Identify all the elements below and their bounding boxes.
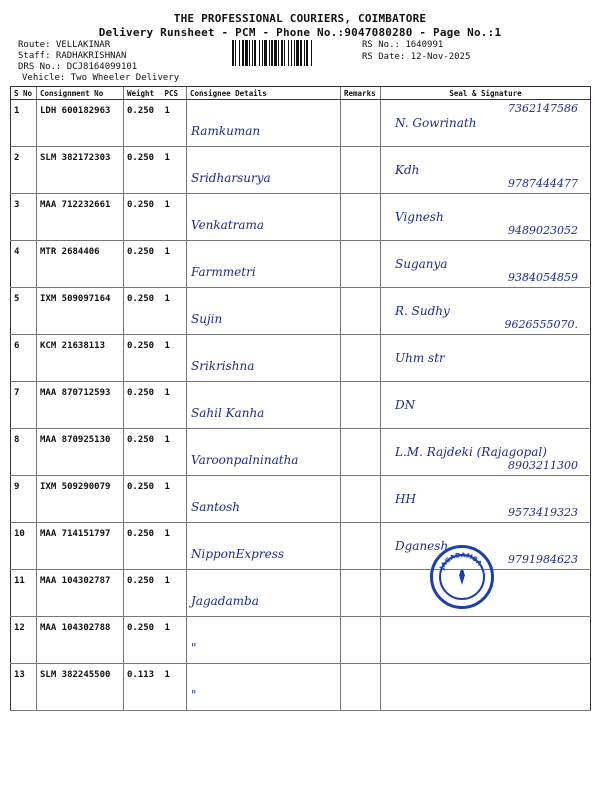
phone-handwriting: 9489023052 — [508, 224, 578, 237]
consignee-handwriting: Ramkuman — [191, 124, 261, 138]
cell-consignee — [187, 382, 341, 429]
signature-handwriting: N. Gowrinath — [395, 116, 477, 130]
cell-consignment-no: SLM 382172303 — [37, 147, 124, 194]
cell-consignment-no: MTR 2684406 — [37, 241, 124, 288]
cell-remarks — [341, 194, 381, 241]
cell-pcs: 1 — [162, 429, 187, 476]
cell-signature — [381, 100, 591, 147]
cell-pcs: 1 — [162, 476, 187, 523]
cell-sno: 11 — [11, 570, 37, 617]
cell-signature — [381, 241, 591, 288]
cell-pcs: 1 — [162, 523, 187, 570]
cell-consignee — [187, 147, 341, 194]
cell-consignee — [187, 429, 341, 476]
cell-remarks — [341, 100, 381, 147]
phone-handwriting: 7362147586 — [508, 102, 578, 115]
cell-consignment-no: MAA 714151797 — [37, 523, 124, 570]
cell-consignee — [187, 288, 341, 335]
cell-pcs: 1 — [162, 664, 187, 711]
col-consignee-header: Consignee Details — [187, 87, 341, 100]
staff-label: Staff: RADHAKRISHNAN — [18, 51, 127, 61]
cell-consignment-no: MAA 712232661 — [37, 194, 124, 241]
cell-consignee — [187, 100, 341, 147]
table-row — [11, 382, 591, 429]
cell-pcs: 1 — [162, 241, 187, 288]
cell-remarks — [341, 335, 381, 382]
phone-handwriting: 9626555070. — [504, 318, 578, 331]
barcode — [232, 40, 356, 66]
cell-weight: 0.250 — [124, 523, 162, 570]
cell-weight: 0.250 — [124, 100, 162, 147]
phone-handwriting: 8903211300 — [508, 459, 578, 472]
consignee-handwriting: " — [191, 641, 197, 655]
cell-sno: 5 — [11, 288, 37, 335]
cell-remarks — [341, 288, 381, 335]
cell-signature — [381, 335, 591, 382]
cell-consignment-no: MAA 104302787 — [37, 570, 124, 617]
table-row — [11, 617, 591, 664]
rs-no-label: RS No.: 1640991 — [362, 40, 444, 50]
cell-weight: 0.250 — [124, 382, 162, 429]
signature-handwriting: Dganesh — [395, 539, 449, 553]
cell-pcs: 1 — [162, 335, 187, 382]
cell-remarks — [341, 476, 381, 523]
consignee-handwriting: Santosh — [191, 500, 241, 514]
phone-handwriting: 9787444477 — [508, 177, 578, 190]
signature-handwriting: Uhm str — [395, 351, 445, 365]
cell-consignment-no: LDH 600182963 — [37, 100, 124, 147]
cell-consignee — [187, 664, 341, 711]
cell-sno: 8 — [11, 429, 37, 476]
cell-signature — [381, 194, 591, 241]
cell-remarks — [341, 570, 381, 617]
table-row — [11, 664, 591, 711]
cell-consignee — [187, 335, 341, 382]
stamp-ring-icon — [433, 548, 491, 606]
cell-weight: 0.250 — [124, 429, 162, 476]
table-row — [11, 241, 591, 288]
signature-handwriting: R. Sudhy — [395, 304, 450, 318]
cell-sno: 12 — [11, 617, 37, 664]
stamp-text: JAGADAMBA — [438, 551, 483, 571]
cell-consignment-no: IXM 509097164 — [37, 288, 124, 335]
consignee-handwriting: Jagadamba — [191, 594, 259, 608]
consignee-handwriting: NipponExpress — [191, 547, 285, 561]
cell-sno: 2 — [11, 147, 37, 194]
signature-handwriting: HH — [395, 492, 416, 506]
cell-sno: 9 — [11, 476, 37, 523]
runsheet-table — [10, 86, 591, 711]
table-row — [11, 100, 591, 147]
cell-consignee — [187, 617, 341, 664]
cell-pcs: 1 — [162, 194, 187, 241]
col-weight-header: Weight — [124, 87, 162, 100]
phone-handwriting: 9384054859 — [508, 271, 578, 284]
signature-handwriting: DN — [395, 398, 416, 412]
drs-label: DRS No.: DCJ8164099101 — [18, 62, 138, 72]
table-row — [11, 570, 591, 617]
cell-consignee — [187, 241, 341, 288]
consignee-handwriting: Sujin — [191, 312, 223, 326]
table-row — [11, 429, 591, 476]
runsheet-subtitle: Delivery Runsheet - PCM - Phone No.:9047080280 - Page No.:1 — [98, 26, 502, 39]
col-sno-header: S No — [11, 87, 37, 100]
route-label: Route: VELLAKINAR — [18, 40, 111, 50]
cell-consignment-no: KCM 21638113 — [37, 335, 124, 382]
phone-handwriting: 9791984623 — [508, 553, 578, 566]
phone-handwriting: 9573419323 — [508, 506, 578, 519]
cell-signature — [381, 664, 591, 711]
cell-weight: 0.113 — [124, 664, 162, 711]
table-row — [11, 147, 591, 194]
cell-remarks — [341, 664, 381, 711]
jagadamba-stamp — [430, 545, 494, 609]
consignee-handwriting: Farmmetri — [191, 265, 256, 279]
consignee-handwriting: Sridharsurya — [191, 171, 271, 185]
signature-handwriting: Kdh — [395, 163, 420, 177]
cell-weight: 0.250 — [124, 241, 162, 288]
table-header-row — [11, 87, 591, 100]
cell-weight: 0.250 — [124, 288, 162, 335]
cell-sno: 1 — [11, 100, 37, 147]
table-row — [11, 523, 591, 570]
cell-consignment-no: IXM 509290079 — [37, 476, 124, 523]
cell-weight: 0.250 — [124, 194, 162, 241]
consignee-handwriting: Srikrishna — [191, 359, 255, 373]
cell-remarks — [341, 429, 381, 476]
cell-consignee — [187, 194, 341, 241]
cell-sno: 4 — [11, 241, 37, 288]
cell-remarks — [341, 241, 381, 288]
cell-signature — [381, 147, 591, 194]
cell-remarks — [341, 147, 381, 194]
signature-handwriting: Vignesh — [395, 210, 444, 224]
cell-remarks — [341, 523, 381, 570]
cell-sno: 7 — [11, 382, 37, 429]
cell-sno: 3 — [11, 194, 37, 241]
cell-consignee — [187, 523, 341, 570]
consignee-handwriting: Varoonpalninatha — [191, 453, 299, 467]
cell-weight: 0.250 — [124, 335, 162, 382]
cell-pcs: 1 — [162, 617, 187, 664]
cell-consignment-no: MAA 870925130 — [37, 429, 124, 476]
cell-sno: 13 — [11, 664, 37, 711]
signature-handwriting: Suganya — [395, 257, 448, 271]
col-consignment-header: Consignment No — [37, 87, 124, 100]
rs-date-label: RS Date: 12-Nov-2025 — [362, 52, 471, 62]
cell-remarks — [341, 617, 381, 664]
table-row — [11, 194, 591, 241]
table-row — [11, 476, 591, 523]
consignee-handwriting: " — [191, 688, 197, 702]
table-row — [11, 335, 591, 382]
cell-consignment-no: MAA 104302788 — [37, 617, 124, 664]
cell-signature — [381, 617, 591, 664]
consignee-handwriting: Sahil Kanha — [191, 406, 265, 420]
cell-pcs: 1 — [162, 382, 187, 429]
cell-pcs: 1 — [162, 100, 187, 147]
signature-handwriting: L.M. Rajdeki (Rajagopal) — [395, 445, 547, 459]
col-remarks-header: Remarks — [341, 87, 381, 100]
cell-signature — [381, 288, 591, 335]
svg-text:JAGADAMBA — [438, 552, 482, 572]
company-title: THE PROFESSIONAL COURIERS, COIMBATORE — [173, 12, 427, 25]
cell-consignment-no: SLM 382245500 — [37, 664, 124, 711]
cell-signature — [381, 476, 591, 523]
cell-weight: 0.250 — [124, 617, 162, 664]
cell-pcs: 1 — [162, 288, 187, 335]
cell-signature — [381, 429, 591, 476]
vehicle-label: Vehicle: Two Wheeler Delivery — [22, 73, 180, 83]
cell-weight: 0.250 — [124, 147, 162, 194]
cell-weight: 0.250 — [124, 570, 162, 617]
cell-consignee — [187, 476, 341, 523]
cell-sno: 6 — [11, 335, 37, 382]
table-row — [11, 288, 591, 335]
col-signature-header: Seal & Signature — [381, 87, 591, 100]
cell-remarks — [341, 382, 381, 429]
col-pcs-header: PCS — [162, 87, 187, 100]
cell-pcs: 1 — [162, 147, 187, 194]
cell-pcs: 1 — [162, 570, 187, 617]
consignee-handwriting: Venkatrama — [191, 218, 265, 232]
cell-consignee — [187, 570, 341, 617]
cell-consignment-no: MAA 870712593 — [37, 382, 124, 429]
cell-weight: 0.250 — [124, 476, 162, 523]
cell-sno: 10 — [11, 523, 37, 570]
cell-signature — [381, 382, 591, 429]
